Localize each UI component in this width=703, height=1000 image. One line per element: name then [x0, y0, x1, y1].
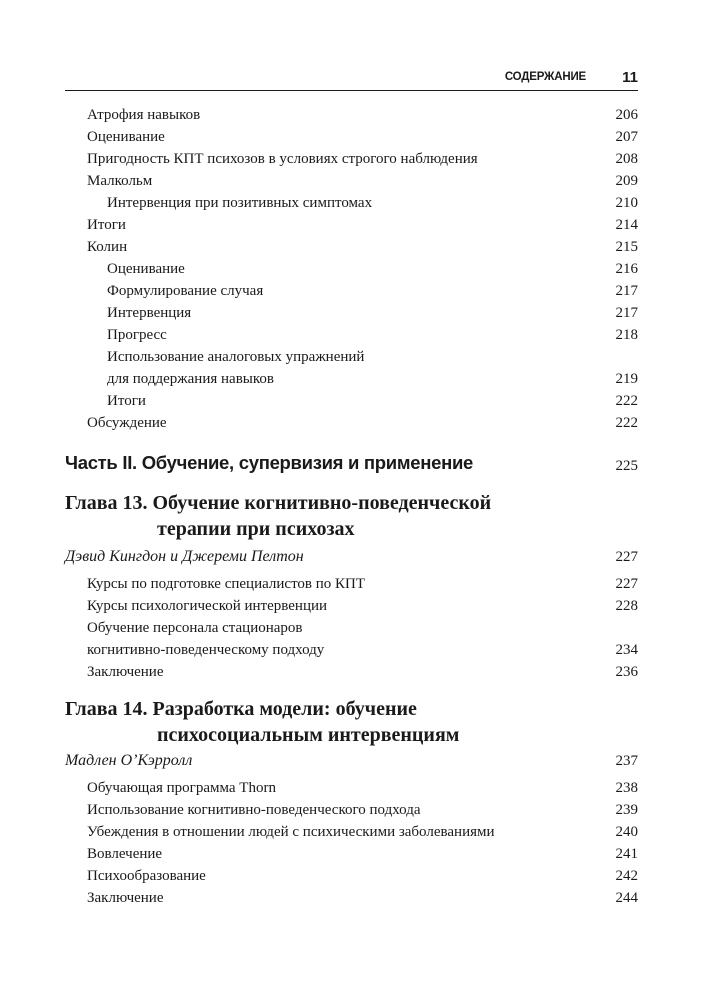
- chapter-14-title-line2: психосоциальным интервенциям: [157, 724, 460, 746]
- authors-text: Мадлен О’Кэрролл: [65, 752, 193, 769]
- toc-entry-page: 217: [615, 305, 638, 321]
- toc-entry-page: 236: [615, 664, 638, 680]
- toc-entry-text: Прогресс: [107, 327, 167, 343]
- toc-entry-text: Атрофия навыков: [87, 107, 201, 123]
- toc-entry-text: Формулирование случая: [107, 283, 264, 299]
- toc-entry-text: Курсы по подготовке специалистов по КПТ: [87, 576, 366, 592]
- toc-entry-text: Использование когнитивно-поведенческого подхода: [87, 802, 421, 818]
- toc-entry-page: 239: [615, 802, 638, 818]
- toc-entry-page: 214: [615, 217, 638, 233]
- toc-entry-page: 207: [615, 129, 638, 145]
- toc-entry-text: Интервенция при позитивных симптомах: [107, 195, 373, 211]
- toc-entry-page: 222: [615, 415, 638, 431]
- toc-entry-text: Итоги: [107, 393, 146, 409]
- toc-entry-text: Психообразование: [87, 868, 206, 884]
- toc-entry-page: 238: [615, 780, 638, 796]
- toc-entry-text: Убеждения в отношении людей с психическими заболеваниями: [87, 824, 495, 840]
- toc-entry-page: 227: [615, 576, 638, 592]
- toc-entry-page: 241: [615, 846, 638, 862]
- toc-entry-page: 206: [615, 107, 638, 123]
- toc-entry-page: 234: [615, 642, 638, 658]
- toc-entry-page: 208: [615, 151, 638, 167]
- toc-entry-text: Оценивание: [107, 261, 185, 277]
- toc-entry-page: 218: [615, 327, 638, 343]
- toc-entry-text: когнитивно-поведенческому подходу: [87, 642, 325, 658]
- toc-entry-text: Оценивание: [87, 129, 165, 145]
- header-page-number: 11: [622, 69, 638, 86]
- toc-entry-text: Обсуждение: [87, 415, 167, 431]
- toc-entry-text: Заключение: [87, 890, 164, 906]
- toc-entry-page: 209: [615, 173, 638, 189]
- toc-entry-text: Пригодность КПТ психозов в условиях строгого наблюдения: [87, 151, 478, 167]
- toc-entry-text: Заключение: [87, 664, 164, 680]
- chapter-13-title-line1: Глава 13. Обучение когнитивно-поведенческой: [65, 492, 492, 514]
- chapter-14-title-line1: Глава 14. Разработка модели: обучение: [65, 698, 417, 720]
- authors-page: 227: [615, 549, 638, 565]
- chapter-13-title-line2: терапии при психозах: [157, 518, 355, 540]
- authors-text: Дэвид Кингдон и Джереми Пелтон: [65, 548, 304, 565]
- toc-entry-text: для поддержания навыков: [107, 371, 274, 387]
- toc-entry-page: 217: [615, 283, 638, 299]
- toc-entry-page: 240: [615, 824, 638, 840]
- toc-part-heading: [0, 454, 638, 478]
- toc-entry-page: 215: [615, 239, 638, 255]
- running-header: [65, 70, 638, 91]
- toc-entry-page: 219: [615, 371, 638, 387]
- toc-entry-text: Колин: [87, 239, 128, 255]
- toc-entry-text: Обучающая программа Thorn: [87, 780, 276, 796]
- toc-entry-text: Использование аналоговых упражнений: [107, 349, 365, 365]
- toc-entry-text: Вовлечение: [87, 846, 163, 862]
- toc-entry-page: 242: [615, 868, 638, 884]
- toc-entry-page: 216: [615, 261, 638, 277]
- header-title: СОДЕРЖАНИЕ: [504, 71, 586, 83]
- toc-entry-text: Малкольм: [87, 173, 153, 189]
- toc-entry-text: Обучение персонала стационаров: [87, 620, 303, 636]
- toc-entry-text: Итоги: [87, 217, 126, 233]
- toc-entry-text: Курсы психологической интервенции: [87, 598, 328, 614]
- toc-entry-page: 244: [615, 890, 638, 906]
- part-title: Часть II. Обучение, супервизия и применение: [65, 452, 474, 473]
- toc-entry-page: 228: [615, 598, 638, 614]
- toc-entry-page: 210: [615, 195, 638, 211]
- authors-page: 237: [615, 753, 638, 769]
- toc-entry-text: Интервенция: [107, 305, 192, 321]
- toc-entry-page: 222: [615, 393, 638, 409]
- part-page: 225: [615, 458, 638, 474]
